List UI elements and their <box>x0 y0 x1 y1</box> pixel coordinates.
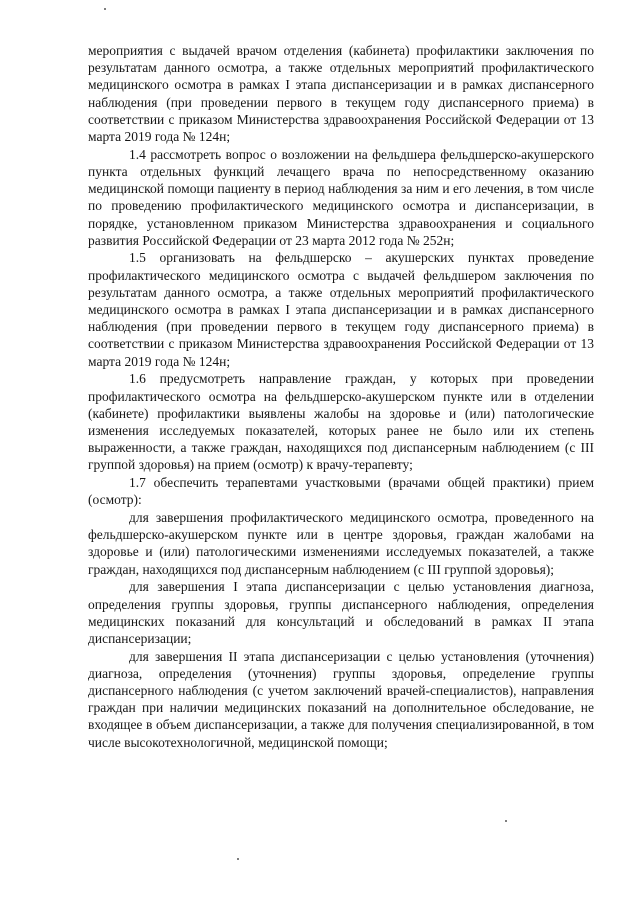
paragraph-1-5: 1.5 организовать на фельдшерско – акушерских пунктах проведение профилактического медицинского осмотра с выдачей фельдшером заключения по результатам данного осмотра, а также отдельных мероприятий профилактического медицинского осмотра в рамках I этапа диспансеризации и в рамках диспансерного наблюдения (при проведении первого в текущем году диспансерного приема) в соответствии с приказом Министерства здравоохранения Российской Федерации от 13 марта 2019 года № 124н; <box>88 250 594 369</box>
scan-speck <box>237 858 239 860</box>
paragraph-1-4: 1.4 рассмотреть вопрос о возложении на фельдшера фельдшерско-акушерского пункта отдельных функций лечащего врача по непосредственному оказанию медицинской помощи пациенту в период наблюдения за ним и его лечения, в том числе по проведению профилактического медицинского осмотра и диспансеризации, в порядке, установленном приказом Министерства здравоохранения и социального развития Российской Федерации от 23 марта 2012 года № 252н; <box>88 146 594 248</box>
list-item-stage-one: для завершения I этапа диспансеризации с целью установления диагноза, определения группы здоровья, группы диспансерного наблюдения, определения медицинских показаний для консультаций и обследований в рамках II этапа диспансеризации; <box>88 579 594 646</box>
scan-speck <box>505 820 507 822</box>
paragraph-1-6: 1.6 предусмотреть направление граждан, у которых при проведении профилактического осмотра на фельдшерско-акушерском пункте или в отделении (кабинете) профилактики выявлены жалобы на здоровье и (или) патологические изменения исследуемых показателей, которых ранее не было или их степень выраженности, а также граждан, находящихся под диспансерным наблюдением (с III группой здоровья) на прием (осмотр) к врачу-терапевту; <box>88 371 594 473</box>
scan-speck <box>104 8 106 10</box>
document-page <box>88 42 594 751</box>
paragraph-continuation: мероприятия с выдачей врачом отделения (кабинета) профилактики заключения по результатам данного осмотра, а также отдельных мероприятий профилактического медицинского осмотра в рамках I этапа диспансеризации и в рамках диспансерного наблюдения (при проведении первого в текущем году диспансерного приема) в соответствии с приказом Министерства здравоохранения Российской Федерации от 13 марта 2019 года № 124н; <box>88 43 594 145</box>
list-item-stage-two: для завершения II этапа диспансеризации с целью установления (уточнения) диагноза, определения (уточнения) группы здоровья, определение группы диспансерного наблюдения (с учетом заключений врачей-специалистов), направления граждан при наличии медицинских показаний на дополнительное обследование, не входящее в объем диспансеризации, а также для получения специализированной, в том числе высокотехнологичной, медицинской помощи; <box>88 648 594 750</box>
paragraph-1-7: 1.7 обеспечить терапевтами участковыми (врачами общей практики) прием (осмотр): <box>88 475 594 508</box>
list-item-profilactic-exam: для завершения профилактического медицинского осмотра, проведенного на фельдшерско-акушерском пункте или в центре здоровья, граждан жалобами на здоровье и (или) патологическими изменениями исследуемых показателей, а также граждан, находящихся под диспансерным наблюдением (с III группой здоровья); <box>88 509 594 577</box>
